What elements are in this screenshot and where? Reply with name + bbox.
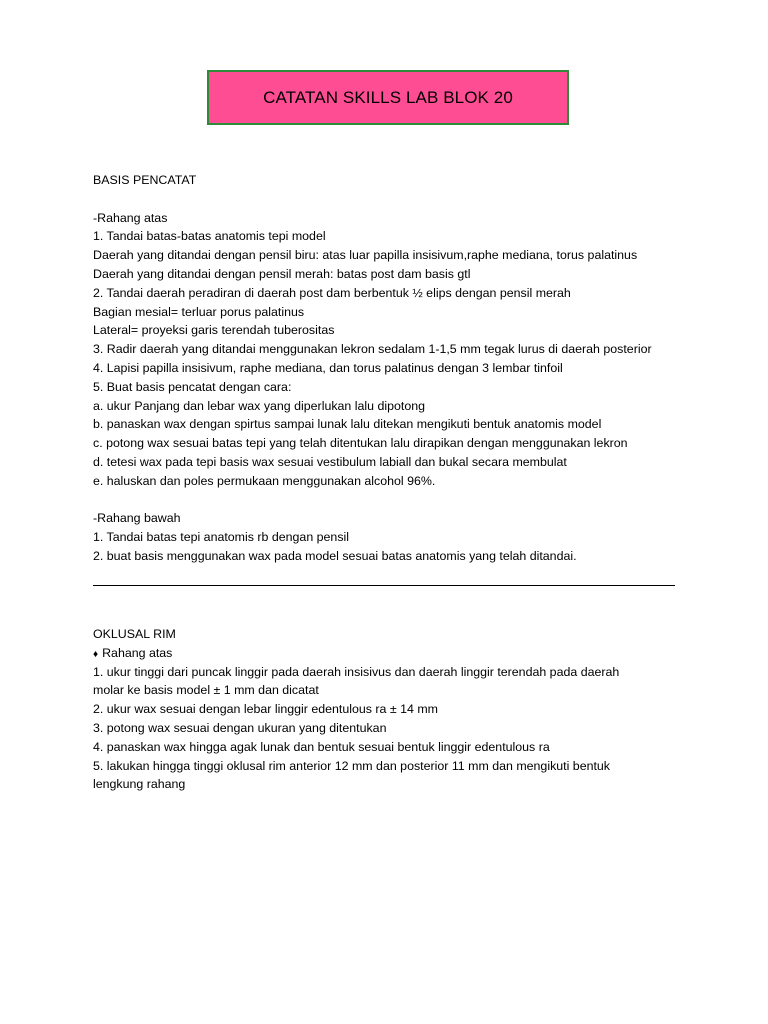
text-line: d. tetesi wax pada tepi basis wax sesuai vestibulum labiall dan bukal secara membulat [93, 454, 567, 469]
subsection-heading: -Rahang bawah [93, 511, 181, 526]
text-line: Lateral= proyeksi garis terendah tuberositas [93, 323, 335, 338]
horizontal-divider [93, 585, 675, 586]
text-line: 2. buat basis menggunakan wax pada model sesuai batas anatomis yang telah ditandai. [93, 548, 577, 563]
text-line: Daerah yang ditandai dengan pensil merah: batas post dam basis gtl [93, 266, 471, 281]
spacer [93, 491, 693, 510]
text-line: molar ke basis model ± 1 mm dan dicatat [93, 683, 319, 698]
subsection-heading: Rahang atas [102, 645, 173, 660]
text-line: 5. lakukan hingga tinggi oklusal rim anterior 12 mm dan posterior 11 mm dan mengikuti bentuk [93, 758, 611, 773]
text-line: 3. potong wax sesuai dengan ukuran yang ditentukan [93, 720, 387, 735]
text-line: 1. Tandai batas-batas anatomis tepi model [93, 229, 326, 244]
text-line: e. haluskan dan poles permukaan menggunakan alcohol 96%. [93, 473, 436, 488]
text-line: Bagian mesial= terluar porus palatinus [93, 304, 305, 319]
text-line: lengkung rahang [93, 777, 186, 792]
bullet-heading [93, 644, 693, 663]
section-heading: BASIS PENCATAT [93, 173, 197, 187]
text-line: b. panaskan wax dengan spirtus sampai lunak lalu ditekan mengikuti bentuk anatomis model [93, 417, 602, 432]
text-line: 1. ukur tinggi dari puncak linggir pada daerah insisivus dan daerah linggir terendah pada daerah [93, 664, 620, 679]
spacer [93, 190, 693, 209]
text-line: 4. Lapisi papilla insisivum, raphe mediana, dan torus palatinus dengan 3 lembar tinfoil [93, 360, 563, 375]
basis-pencatat-section [93, 171, 693, 566]
oklusal-rim-section [93, 625, 693, 794]
page-title: CATATAN SKILLS LAB BLOK 20 [263, 87, 513, 107]
title-box [207, 70, 569, 125]
text-line: 4. panaskan wax hingga agak lunak dan bentuk sesuai bentuk linggir edentulous ra [93, 739, 550, 754]
text-line: 5. Buat basis pencatat dengan cara: [93, 379, 292, 394]
text-line: 2. ukur wax sesuai dengan lebar linggir edentulous ra ± 14 mm [93, 702, 438, 717]
text-line: 1. Tandai batas tepi anatomis rb dengan pensil [93, 530, 350, 545]
section-heading: OKLUSAL RIM [93, 627, 176, 641]
text-line: a. ukur Panjang dan lebar wax yang diperlukan lalu dipotong [93, 398, 426, 413]
text-line: 3. Radir daerah yang ditandai menggunakan lekron sedalam 1-1,5 mm tegak lurus di daerah posterior [93, 342, 652, 357]
text-line: 2. Tandai daerah peradiran di daerah post dam berbentuk ½ elips dengan pensil merah [93, 285, 571, 300]
text-line: Daerah yang ditandai dengan pensil biru: atas luar papilla insisivum,raphe mediana, torus palatinus [93, 248, 638, 263]
subsection-heading: -Rahang atas [93, 210, 168, 225]
text-line: c. potong wax sesuai batas tepi yang telah ditentukan lalu dirapikan dengan menggunakan lekron [93, 436, 628, 451]
diamond-bullet-icon: ♦ [93, 648, 99, 660]
